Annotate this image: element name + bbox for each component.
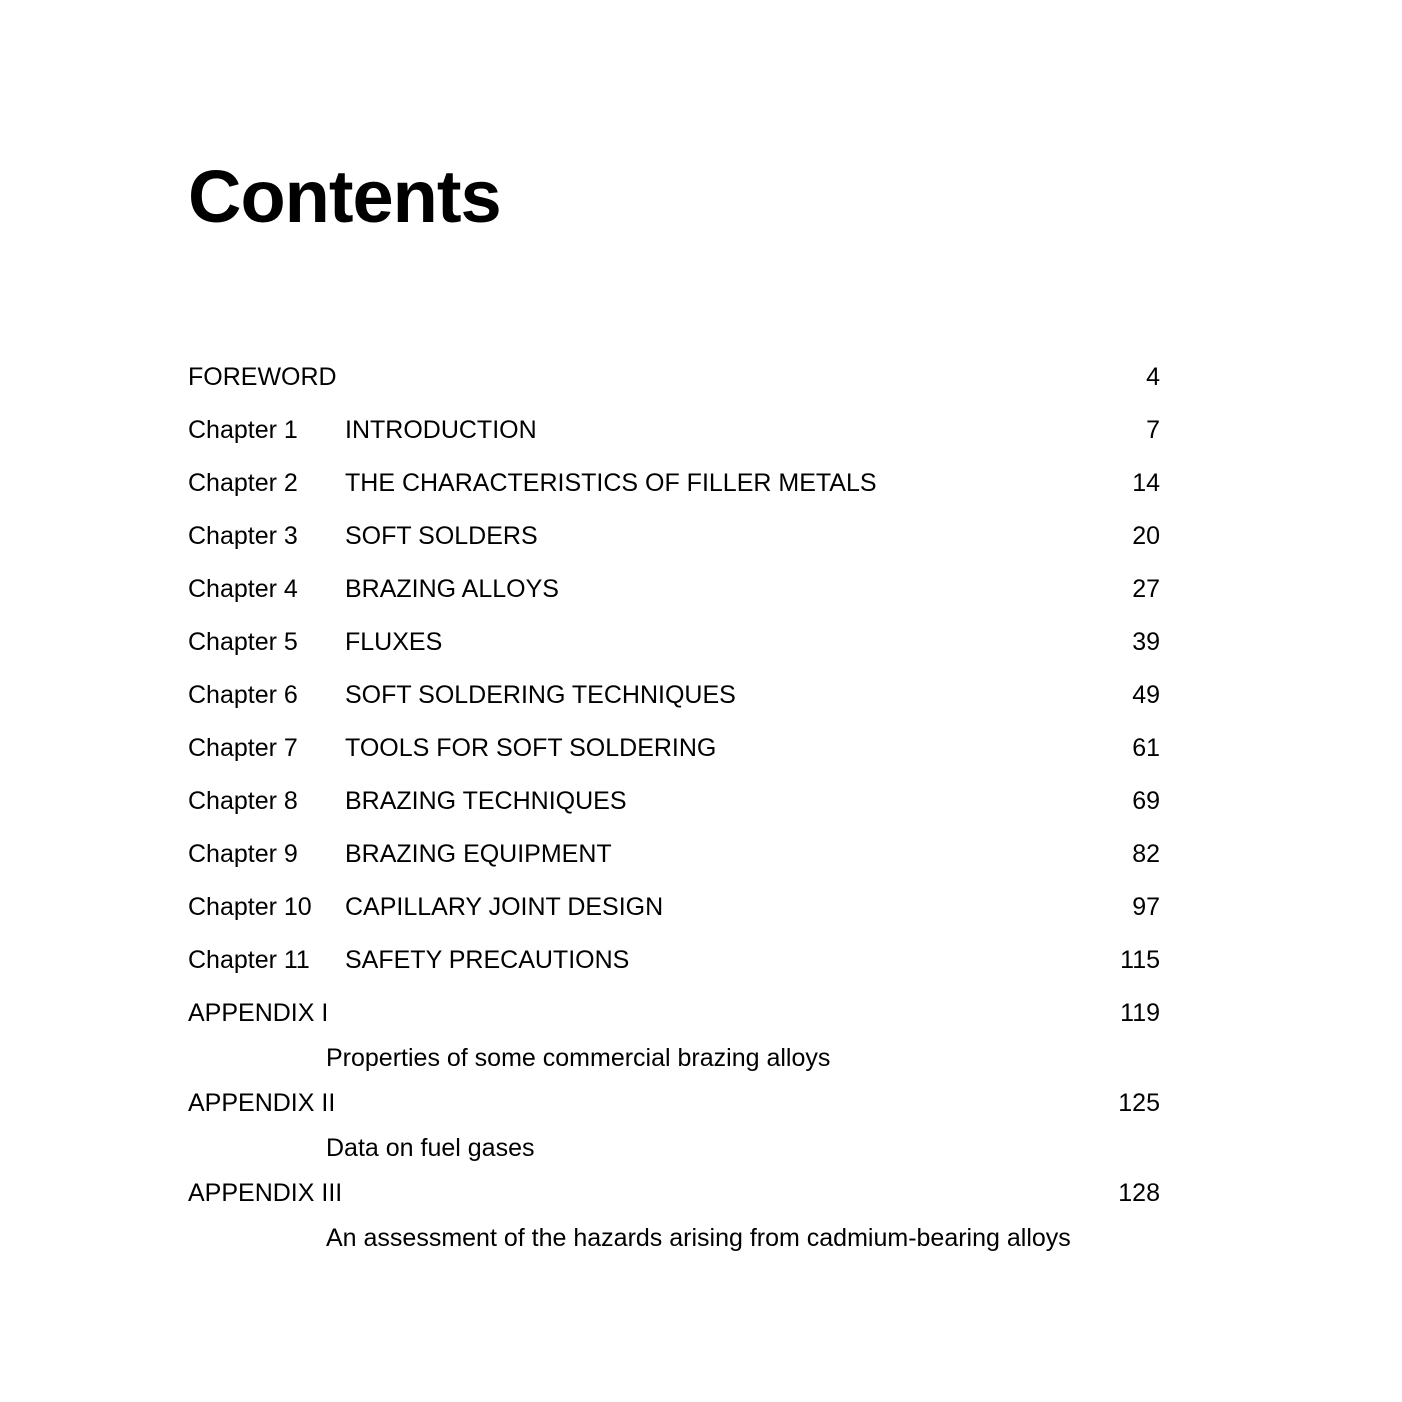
toc-row[interactable] bbox=[188, 418, 1160, 471]
appendix-entry[interactable] bbox=[188, 1001, 1160, 1091]
toc-entry-title: THE CHARACTERISTICS OF FILLER METALS bbox=[345, 469, 877, 497]
toc-row[interactable] bbox=[188, 630, 1160, 683]
toc-entry-title: BRAZING ALLOYS bbox=[345, 575, 559, 603]
table-of-contents bbox=[188, 365, 1160, 1271]
appendix-header bbox=[188, 1001, 1160, 1038]
toc-row[interactable] bbox=[188, 683, 1160, 736]
toc-entry-title: SOFT SOLDERS bbox=[345, 522, 538, 550]
toc-entry-label: Chapter 8 bbox=[188, 787, 298, 815]
toc-entry-label: Chapter 5 bbox=[188, 628, 298, 656]
toc-entry-page: 82 bbox=[1132, 840, 1160, 868]
appendix-header bbox=[188, 1181, 1160, 1218]
toc-entry-page: 97 bbox=[1132, 893, 1160, 921]
appendix-description: An assessment of the hazards arising from cadmium-bearing alloys bbox=[326, 1224, 1071, 1252]
toc-entry-label: Chapter 9 bbox=[188, 840, 298, 868]
toc-entry-label: Chapter 3 bbox=[188, 522, 298, 550]
appendix-label: APPENDIX III bbox=[188, 1179, 343, 1207]
toc-entry-title: INTRODUCTION bbox=[345, 416, 537, 444]
toc-entry-title: CAPILLARY JOINT DESIGN bbox=[345, 893, 664, 921]
toc-entry-page: 27 bbox=[1132, 575, 1160, 603]
toc-row[interactable] bbox=[188, 789, 1160, 842]
toc-entry-label: Chapter 11 bbox=[188, 946, 310, 974]
toc-entry-page: 7 bbox=[1146, 416, 1160, 444]
appendix-page: 119 bbox=[1120, 999, 1160, 1027]
appendix-description: Data on fuel gases bbox=[326, 1134, 535, 1162]
toc-entry-page: 49 bbox=[1132, 681, 1160, 709]
appendix-entry[interactable] bbox=[188, 1181, 1160, 1271]
appendix-header bbox=[188, 1091, 1160, 1128]
appendix-description: Properties of some commercial brazing alloys bbox=[326, 1044, 831, 1072]
toc-row[interactable] bbox=[188, 577, 1160, 630]
toc-entry-label: Chapter 10 bbox=[188, 893, 312, 921]
toc-entry-title: TOOLS FOR SOFT SOLDERING bbox=[345, 734, 717, 762]
toc-entry-label: Chapter 4 bbox=[188, 575, 298, 603]
toc-row[interactable] bbox=[188, 365, 1160, 418]
toc-entry-title: FLUXES bbox=[345, 628, 443, 656]
toc-entry-label: Chapter 2 bbox=[188, 469, 298, 497]
page-title: Contents bbox=[188, 155, 501, 238]
toc-entry-page: 39 bbox=[1132, 628, 1160, 656]
toc-entry-page: 115 bbox=[1120, 946, 1160, 974]
toc-row[interactable] bbox=[188, 736, 1160, 789]
toc-entry-label: Chapter 6 bbox=[188, 681, 298, 709]
toc-entry-title: SOFT SOLDERING TECHNIQUES bbox=[345, 681, 736, 709]
toc-entry-label: FOREWORD bbox=[188, 363, 337, 391]
toc-row[interactable] bbox=[188, 895, 1160, 948]
appendix-page: 128 bbox=[1118, 1179, 1160, 1207]
toc-entry-page: 4 bbox=[1146, 363, 1160, 391]
toc-entry-title: SAFETY PRECAUTIONS bbox=[345, 946, 630, 974]
appendix-label: APPENDIX II bbox=[188, 1089, 336, 1117]
toc-row[interactable] bbox=[188, 948, 1160, 1001]
toc-entry-page: 61 bbox=[1132, 734, 1160, 762]
toc-entry-page: 14 bbox=[1132, 469, 1160, 497]
toc-entry-page: 20 bbox=[1132, 522, 1160, 550]
toc-row[interactable] bbox=[188, 842, 1160, 895]
toc-row[interactable] bbox=[188, 471, 1160, 524]
toc-entry-page: 69 bbox=[1132, 787, 1160, 815]
toc-entry-title: BRAZING EQUIPMENT bbox=[345, 840, 612, 868]
appendix-entry[interactable] bbox=[188, 1091, 1160, 1181]
appendix-label: APPENDIX I bbox=[188, 999, 329, 1027]
toc-entry-title: BRAZING TECHNIQUES bbox=[345, 787, 627, 815]
toc-entry-label: Chapter 1 bbox=[188, 416, 298, 444]
appendix-page: 125 bbox=[1118, 1089, 1160, 1117]
toc-row[interactable] bbox=[188, 524, 1160, 577]
toc-entry-label: Chapter 7 bbox=[188, 734, 298, 762]
